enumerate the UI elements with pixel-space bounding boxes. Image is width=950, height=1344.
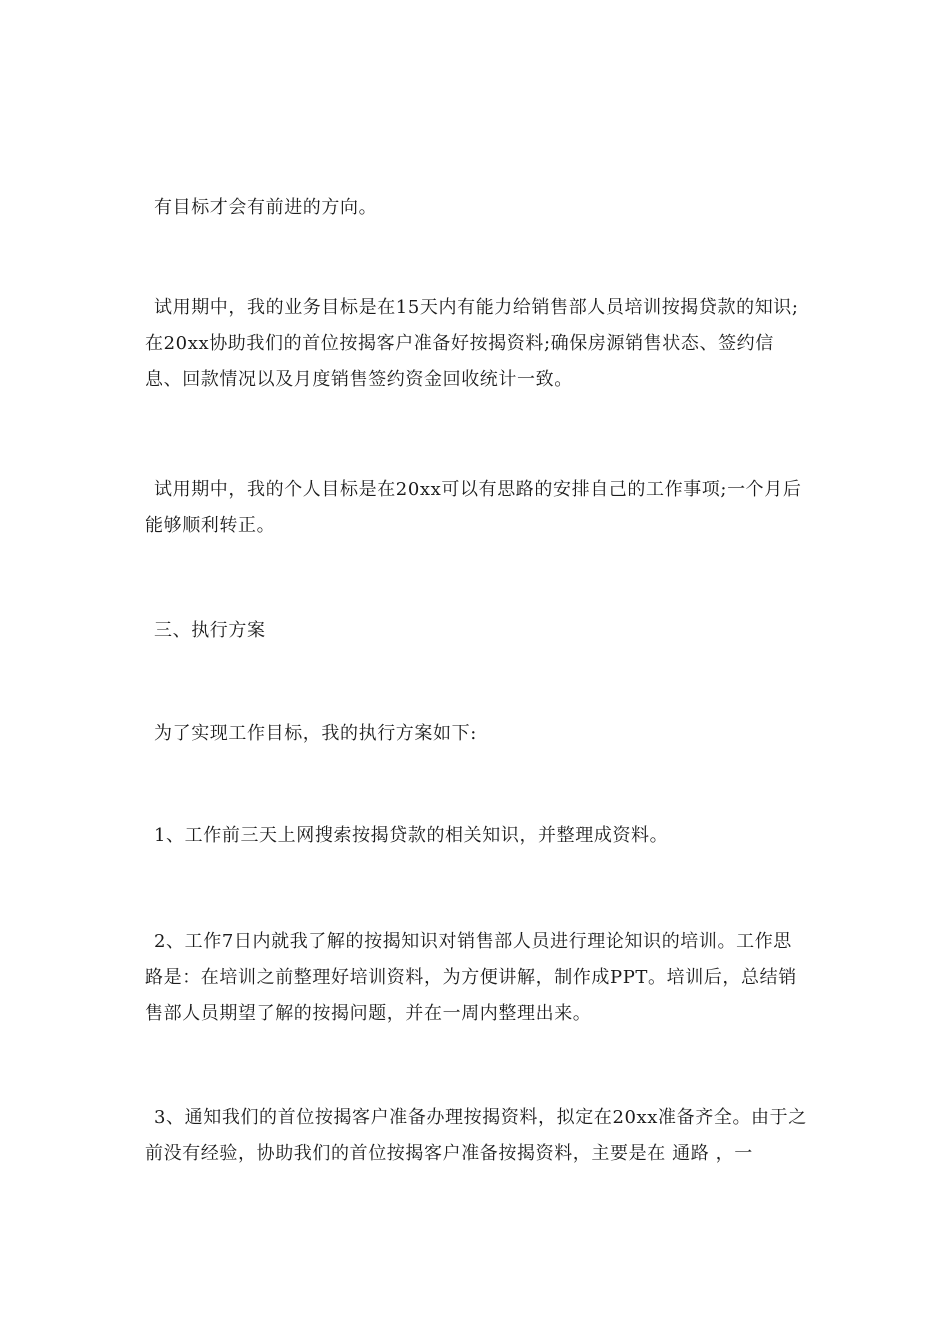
paragraph-business-goal: 试用期中，我的业务目标是在15天内有能力给销售部人员培训按揭贷款的知识;在20xx协助我们的首位按揭客户准备好按揭资料;确保房源销售状态、签约信息、回款情况以及月度销售签约资金回收统计一致。 [145,297,799,390]
paragraph-personal-goal: 试用期中，我的个人目标是在20xx可以有思路的安排自己的工作事项;一个月后能够顺利转正。 [145,479,802,536]
paragraph-plan-intro: 为了实现工作目标，我的执行方案如下: [154,723,477,744]
paragraph-goal-direction: 有目标才会有前进的方向。 [154,197,378,218]
paragraph-step-2: 2、工作7日内就我了解的按揭知识对销售部人员进行理论知识的培训。工作思路是：在培训之前整理好培训资料，为方便讲解，制作成PPT。培训后，总结销售部人员期望了解的按揭问题，并在一周内整理出来。 [145,931,797,1024]
section-heading-execution-plan: 三、执行方案 [154,620,266,641]
paragraph-step-3: 3、通知我们的首位按揭客户准备办理按揭资料，拟定在20xx准备齐全。由于之前没有经验，协助我们的首位按揭客户准备按揭资料，主要是在 通路 ，一 [145,1107,807,1164]
paragraph-step-1: 1、工作前三天上网搜索按揭贷款的相关知识，并整理成资料。 [154,825,669,846]
